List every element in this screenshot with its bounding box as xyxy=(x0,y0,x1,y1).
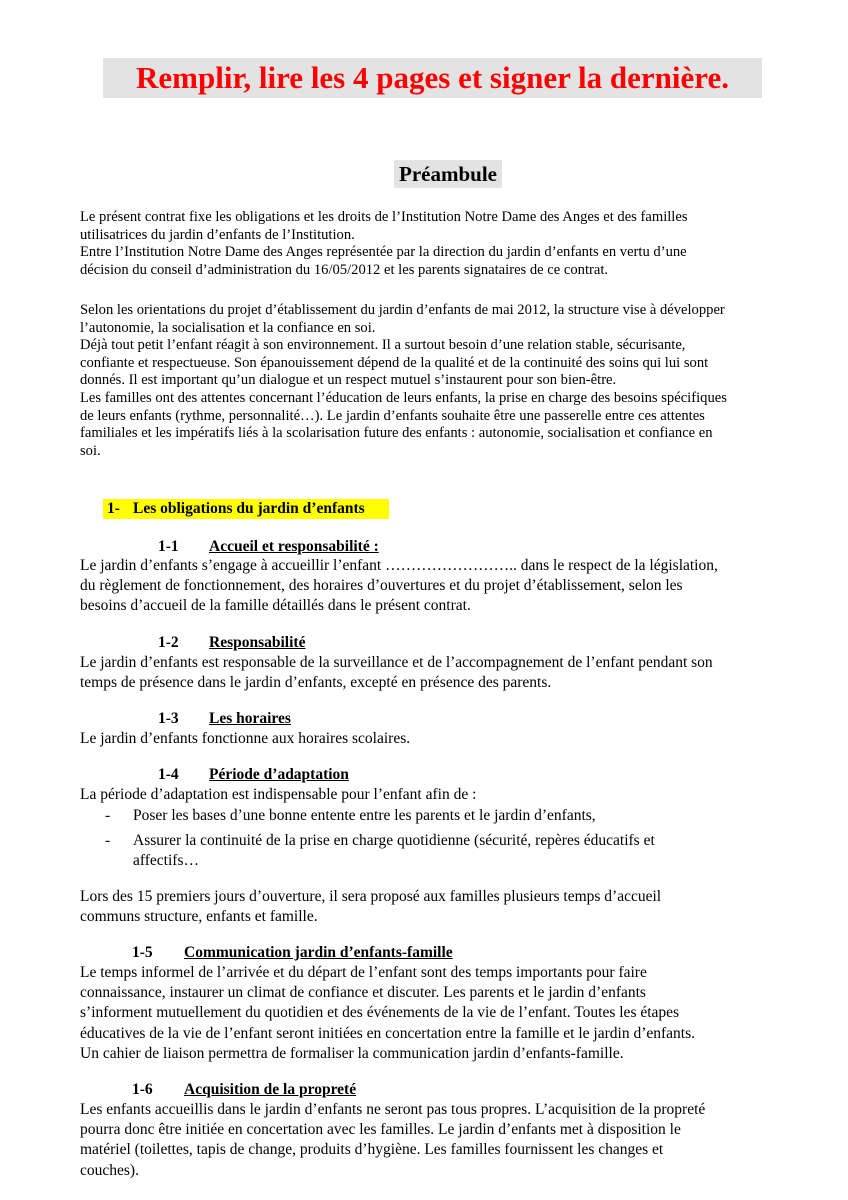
subsection-number: 1-1 xyxy=(158,538,179,555)
text-line: Entre l’Institution Notre Dame des Anges représentée par la direction du jardin d’enfants en vertu d’une xyxy=(80,244,687,261)
text-line: confiante et respectueuse. Son épanouissement dépend de la qualité et de la continuité des soins qui lui sont xyxy=(80,354,709,371)
subsection-title: Les horaires xyxy=(209,710,291,727)
subsection-number: 1-4 xyxy=(158,766,179,783)
preamble-paragraph-1 xyxy=(80,209,770,279)
text-line: couches). xyxy=(80,1161,139,1179)
list-item xyxy=(80,806,790,826)
subsection-body-1-1 xyxy=(80,556,790,617)
list-item xyxy=(80,831,790,871)
subsection-title: Période d’adaptation xyxy=(209,766,349,783)
section-1-heading xyxy=(103,499,389,519)
text-line: Selon les orientations du projet d’établissement du jardin d’enfants de mai 2012, la structure vise à développer xyxy=(80,302,725,318)
text-line: besoins d’accueil de la famille détaillés dans le présent contrat. xyxy=(80,597,471,615)
text-line: connaissance, instaurer un climat de confiance et discuter. Les parents et le jardin d’enfants xyxy=(80,984,646,1002)
subsection-intro-1-4 xyxy=(80,785,790,805)
text-line: Déjà tout petit l’enfant réagit à son environnement. Il a surtout besoin d’une relation stable, sécurisante, xyxy=(80,337,686,354)
text-line: Le jardin d’enfants fonctionne aux horaires scolaires. xyxy=(80,730,411,747)
subsection-body-1-3 xyxy=(80,729,790,749)
subsection-number: 1-3 xyxy=(158,710,179,727)
subsection-body-1-2 xyxy=(80,653,790,693)
text-line: Assurer la continuité de la prise en charge quotidienne (sécurité, repères éducatifs et xyxy=(133,832,655,850)
text-line: familiales et les impératifs liés à la scolarisation future des enfants : autonomie, socialisation et confiance en xyxy=(80,425,713,442)
text-line: La période d’adaptation est indispensable pour l’enfant afin de : xyxy=(80,786,477,803)
subsection-title: Acquisition de la propreté xyxy=(184,1081,357,1098)
text-line: pourra donc être initiée en concertation avec les familles. Le jardin d’enfants met à disposition le xyxy=(80,1121,681,1139)
text-line: Les familles ont des attentes concernant l’éducation de leurs enfants, la prise en charge des besoins spécifiques xyxy=(80,389,727,406)
text-line: éducatives de la vie de l’enfant seront initiées en concertation entre la famille et le jardin d’enfants. xyxy=(80,1024,695,1042)
preamble-paragraph-2 xyxy=(80,302,770,460)
subsection-title: Communication jardin d’enfants-famille xyxy=(184,944,453,961)
text-line: soi. xyxy=(80,442,101,459)
text-line: de leurs enfants (rythme, personnalité…). Le jardin d’enfants souhaite être une passerelle entre ces attentes xyxy=(80,407,705,424)
text-line: matériel (toilettes, tapis de change, produits d’hygiène. Les familles fournissent les changes et xyxy=(80,1141,664,1159)
text-line: donnés. Il est important qu’un dialogue et un respect mutuel s’instaurent pour son bien-être. xyxy=(80,372,617,389)
text-line: utilisatrices du jardin d’enfants de l’Institution. xyxy=(80,226,355,243)
text-line: l’autonomie, la socialisation et la confiance en soi. xyxy=(80,319,376,336)
text-line: Les enfants accueillis dans le jardin d’enfants ne seront pas tous propres. L’acquisition de la propreté xyxy=(80,1101,706,1118)
bullet-marker: - xyxy=(105,832,111,850)
subsection-heading-1-2 xyxy=(158,633,558,653)
text-line: communs structure, enfants et famille. xyxy=(80,908,318,926)
section-number: 1- xyxy=(107,500,120,517)
subsection-heading-1-4 xyxy=(158,765,558,785)
subsection-heading-1-3 xyxy=(158,709,558,729)
subsection-body-1-4 xyxy=(80,887,790,927)
text-line: Le temps informel de l’arrivée et du départ de l’enfant sont des temps importants pour faire xyxy=(80,964,647,981)
subsection-title: Accueil et responsabilité : xyxy=(209,538,379,555)
text-line: s’informent mutuellement du quotidien et des événements de la vie de l’enfant. Toutes les étapes xyxy=(80,1004,680,1022)
text-line: temps de présence dans le jardin d’enfants, excepté en présence des parents. xyxy=(80,674,552,692)
text-line: du règlement de fonctionnement, des horaires d’ouvertures et du projet d’établissement, selon les xyxy=(80,577,683,595)
subsection-body-1-6 xyxy=(80,1100,790,1181)
subsection-number: 1-5 xyxy=(132,944,153,961)
text-line: Poser les bases d’une bonne entente entre les parents et le jardin d’enfants, xyxy=(133,807,596,824)
subsection-heading-1-1 xyxy=(158,537,558,557)
subsection-number: 1-2 xyxy=(158,634,179,651)
text-line: Le jardin d’enfants est responsable de la surveillance et de l’accompagnement de l’enfant pendant son xyxy=(80,654,713,671)
text-line: Le jardin d’enfants s’engage à accueillir l’enfant …………………….. dans le respect de la législation, xyxy=(80,557,718,574)
subsection-title: Responsabilité xyxy=(209,634,306,651)
subsection-heading-1-5 xyxy=(132,943,582,963)
subsection-heading-1-6 xyxy=(132,1080,582,1100)
bullet-marker: - xyxy=(105,807,111,824)
text-line: Le présent contrat fixe les obligations et les droits de l’Institution Notre Dame des Anges et des familles xyxy=(80,209,688,225)
text-line: Lors des 15 premiers jours d’ouverture, il sera proposé aux familles plusieurs temps d’accueil xyxy=(80,888,662,905)
subsection-number: 1-6 xyxy=(132,1081,153,1098)
bullet-list-1-4 xyxy=(80,806,790,872)
text-line: Un cahier de liaison permettra de formaliser la communication jardin d’enfants-famille. xyxy=(80,1044,624,1062)
text-line: décision du conseil d’administration du 16/05/2012 et les parents signataires de ce contrat. xyxy=(80,261,609,278)
text-line: affectifs… xyxy=(133,852,199,870)
subsection-body-1-5 xyxy=(80,963,790,1064)
section-title: Les obligations du jardin d’enfants xyxy=(133,500,365,517)
page-banner: Remplir, lire les 4 pages et signer la dernière. xyxy=(103,58,762,98)
preamble-title: Préambule xyxy=(394,160,502,188)
